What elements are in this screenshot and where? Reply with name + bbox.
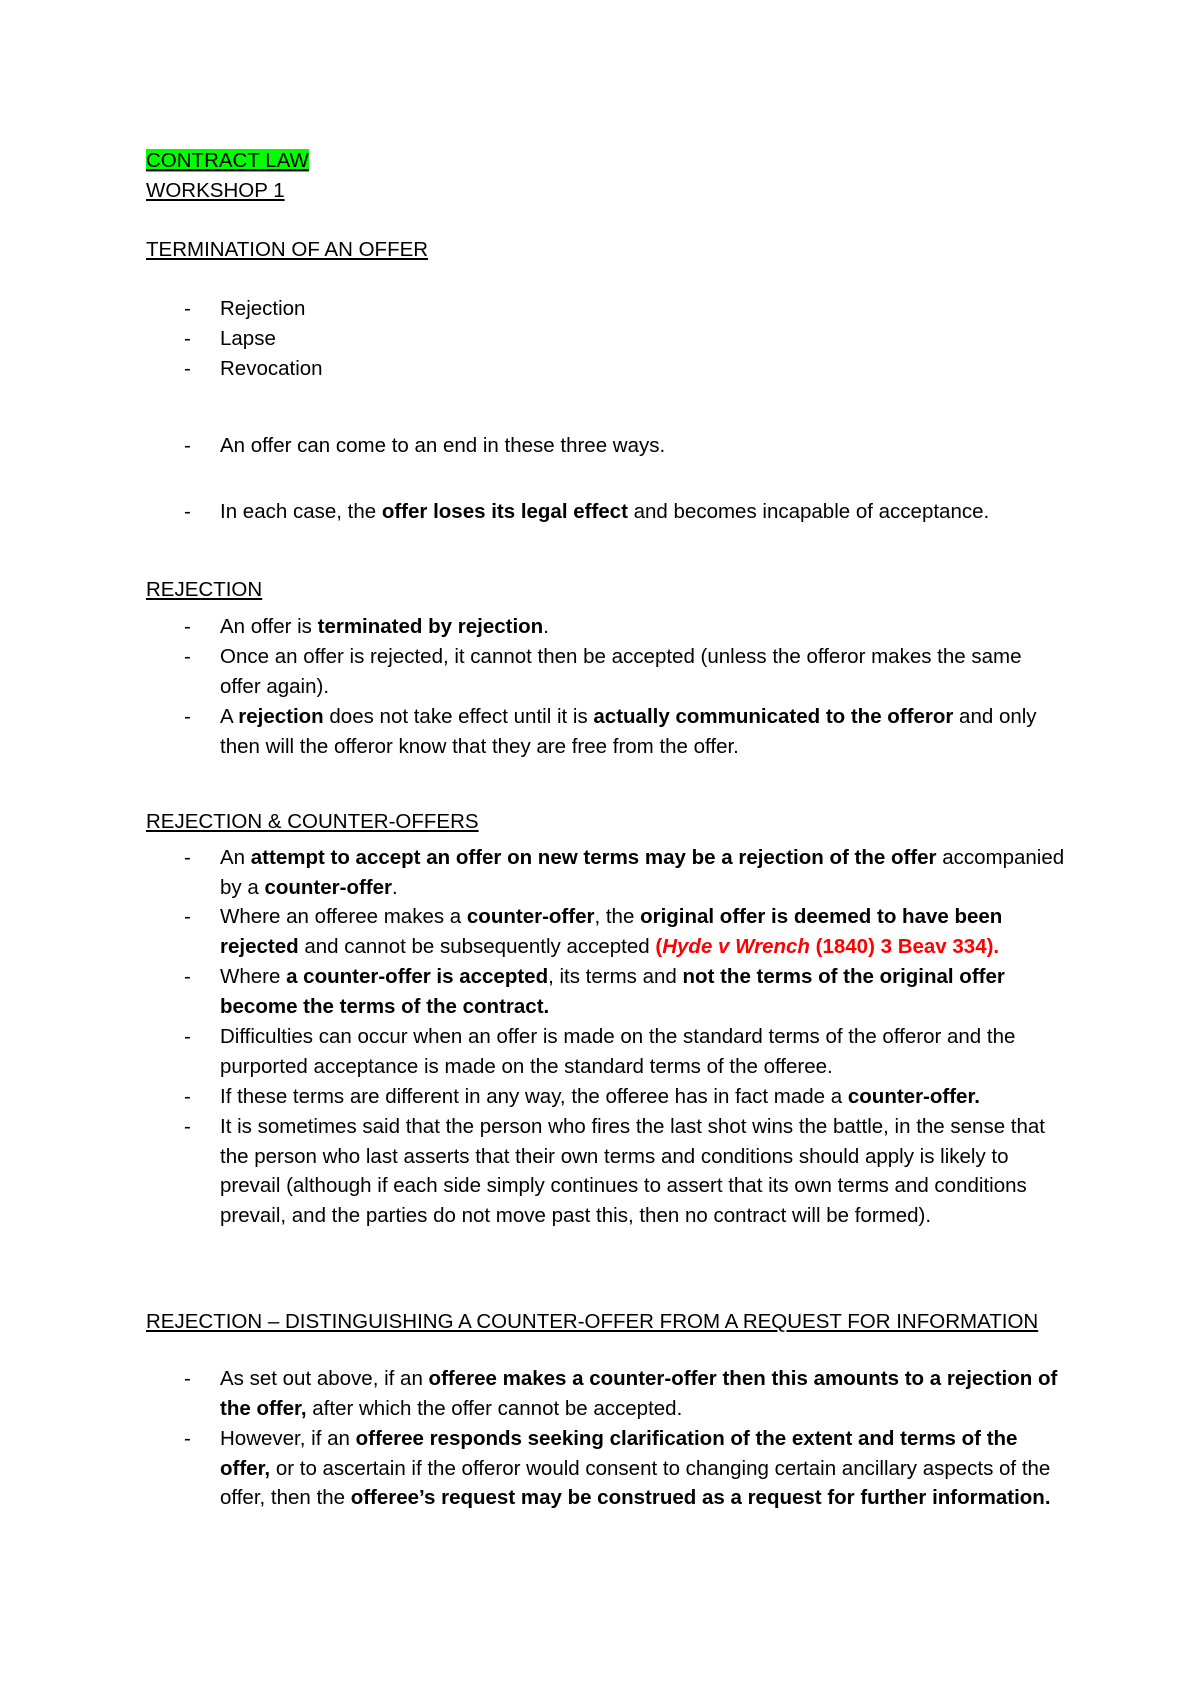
section-heading-rejection: REJECTION xyxy=(146,578,263,601)
bullet-dash: - xyxy=(184,1367,191,1390)
bullet-dash: - xyxy=(184,434,191,457)
bullet-dash: - xyxy=(184,846,191,869)
bullet-dash: - xyxy=(184,1085,191,1108)
title-highlight: CONTRACT LAW xyxy=(146,149,309,172)
list-item: - An offer is terminated by rejection. xyxy=(186,612,1066,642)
section-heading-counter-offers: REJECTION & COUNTER-OFFERS xyxy=(146,810,479,833)
bullet-dash: - xyxy=(184,1115,191,1138)
document-title xyxy=(146,147,309,175)
case-citation: (Hyde v Wrench (1840) 3 Beav 334). xyxy=(655,934,1000,958)
bullet-dash: - xyxy=(184,1427,191,1450)
bullet-dash: - xyxy=(184,500,191,523)
list-item: - However, if an offeree responds seeking clarification of the extent and terms of the offer, or to ascertain if the offeror would consent to changing certain ancillary aspects of the offer, then the offeree’s request may be construed as a request for further information. xyxy=(186,1424,1066,1513)
list-item: - Difficulties can occur when an offer is made on the standard terms of the offeror and the purported acceptance is made on the standard terms of the offeree. xyxy=(186,1022,1066,1081)
bullet-dash: - xyxy=(184,965,191,988)
list-item: - Where a counter-offer is accepted, its terms and not the terms of the original offer become the terms of the contract. xyxy=(186,962,1066,1021)
list-item: - It is sometimes said that the person who fires the last shot wins the battle, in the sense that the person who last asserts that their own terms and conditions should apply is likely to prevail (although if each side simply continues to assert that its own terms and conditions prevail, and the parties do not move past this, then no contract will be formed). xyxy=(186,1112,1066,1230)
bullet-dash: - xyxy=(184,905,191,928)
list-item: - Revocation xyxy=(186,354,1066,384)
list-item: - As set out above, if an offeree makes a counter-offer then this amounts to a rejection of the offer, after which the offer cannot be accepted. xyxy=(186,1364,1066,1423)
list-item: - Lapse xyxy=(186,324,1066,354)
list-item: - An offer can come to an end in these three ways. xyxy=(186,431,1066,461)
document-subtitle: WORKSHOP 1 xyxy=(146,179,285,202)
list-item: - Rejection xyxy=(186,294,1066,324)
section-heading-distinguishing: REJECTION – DISTINGUISHING A COUNTER-OFFER FROM A REQUEST FOR INFORMATION xyxy=(146,1310,1039,1333)
list-item: - In each case, the offer loses its legal effect and becomes incapable of acceptance. xyxy=(186,497,1066,527)
bullet-dash: - xyxy=(184,327,191,350)
list-item: - A rejection does not take effect until it is actually communicated to the offeror and only then will the offeror know that they are free from the offer. xyxy=(186,702,1066,761)
list-item: - Once an offer is rejected, it cannot then be accepted (unless the offeror makes the same offer again). xyxy=(186,642,1066,701)
list-item: - An attempt to accept an offer on new terms may be a rejection of the offer accompanied by a counter-offer. xyxy=(186,843,1066,902)
bullet-dash: - xyxy=(184,1025,191,1048)
bullet-dash: - xyxy=(184,297,191,320)
bullet-dash: - xyxy=(184,615,191,638)
section-heading-termination: TERMINATION OF AN OFFER xyxy=(146,238,429,261)
bullet-dash: - xyxy=(184,357,191,380)
bullet-dash: - xyxy=(184,645,191,668)
list-item: - Where an offeree makes a counter-offer, the original offer is deemed to have been rejected and cannot be subsequently accepted (Hyde v Wrench (1840) 3 Beav 334). xyxy=(186,902,1066,961)
bullet-dash: - xyxy=(184,705,191,728)
list-item: - If these terms are different in any way, the offeree has in fact made a counter-offer. xyxy=(186,1082,1066,1112)
